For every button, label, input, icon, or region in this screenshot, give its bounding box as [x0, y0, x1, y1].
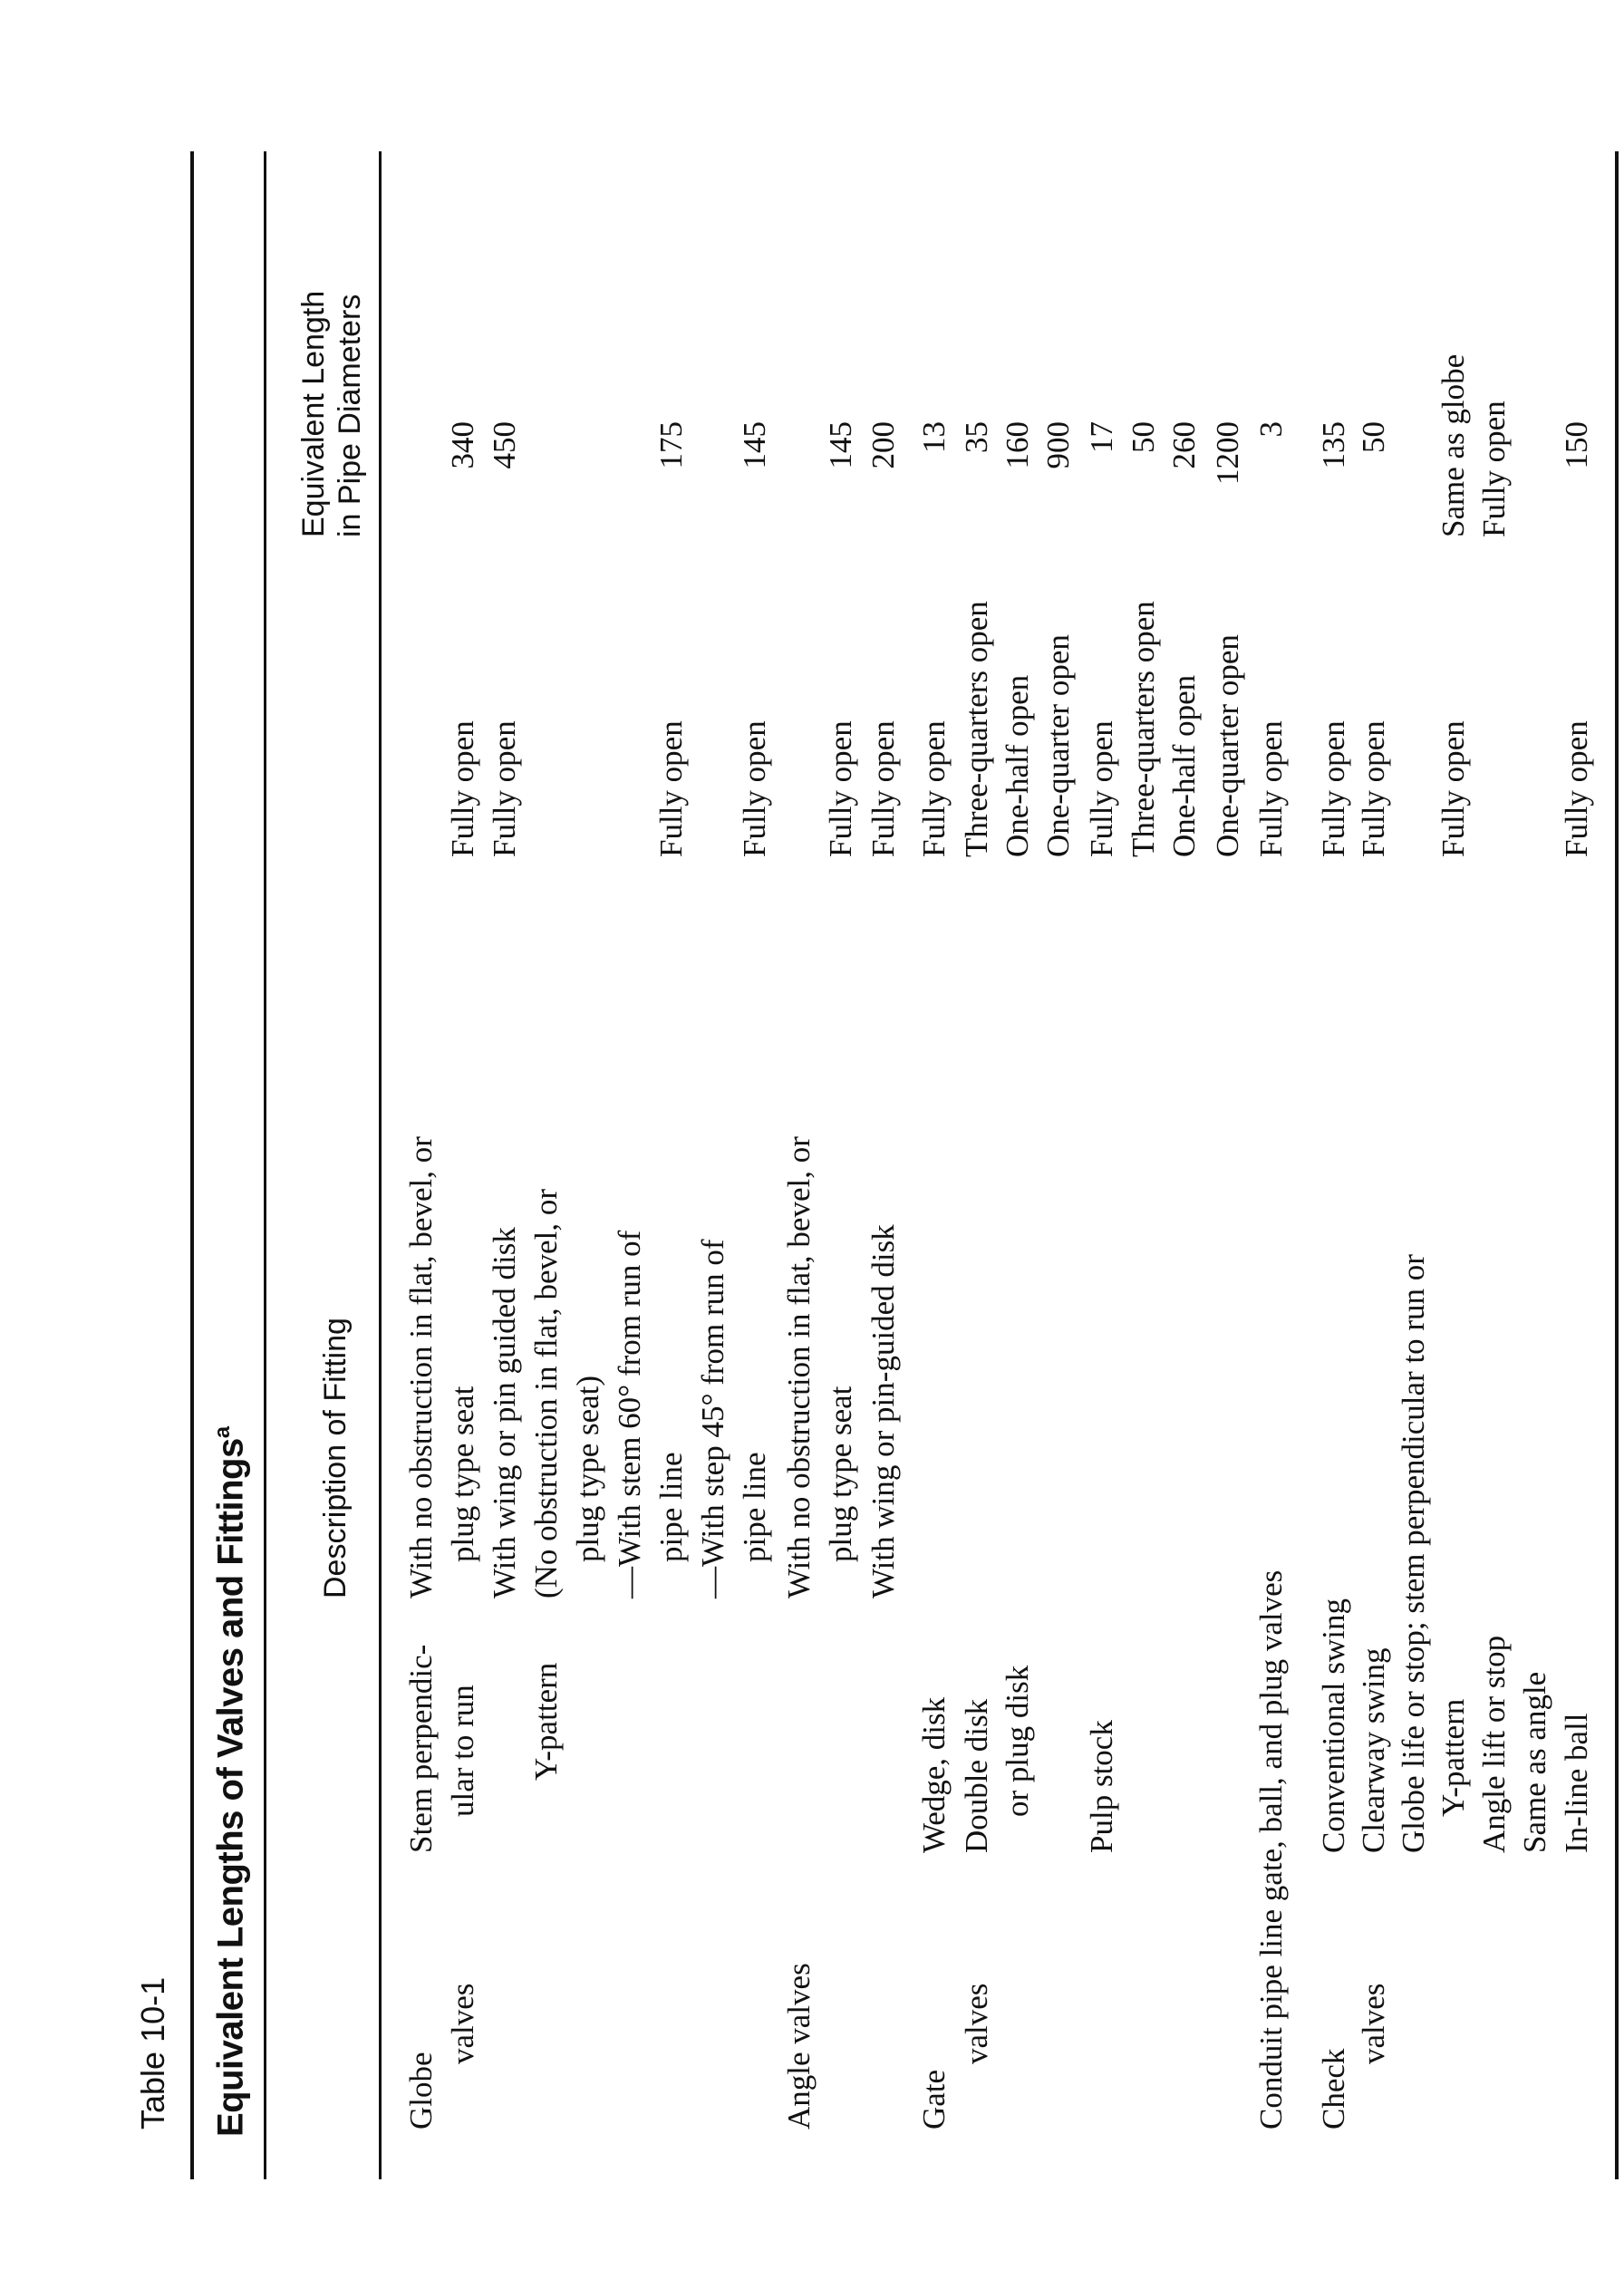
opening-state-cell: Fully open: [916, 720, 952, 857]
category-cell: valves: [959, 1983, 994, 2064]
header-equivalent-length: [295, 291, 368, 537]
bottom-rule: [1615, 151, 1619, 2179]
equivalent-length-value: 50: [1126, 421, 1161, 453]
equivalent-length-text: Same as globe: [1436, 353, 1471, 537]
subtype-cell: Y-pattern: [1436, 1698, 1471, 1817]
subtype-cell: Stem perpendic-: [403, 1644, 439, 1853]
equivalent-length-value: 340: [445, 421, 480, 469]
equivalent-length-value: 3: [1253, 421, 1289, 438]
subtype-cell: Same as angle: [1517, 1671, 1552, 1853]
table-title-text: Equivalent Lengths of Valves and Fittings: [210, 1438, 251, 2137]
equivalent-length-value: 150: [1559, 421, 1594, 469]
equivalent-length-value: 900: [1040, 421, 1076, 469]
title-rule: [264, 151, 266, 2179]
opening-state-cell: Fully open: [445, 720, 480, 857]
opening-state-cell: Fully open: [865, 720, 901, 857]
equivalent-length-value: 145: [737, 421, 772, 469]
equivalent-length-value: 50: [1356, 421, 1391, 453]
description-cell: With no obstruction in flat, bevel, or: [403, 1136, 439, 1598]
equivalent-length-value: 260: [1166, 421, 1202, 469]
top-rule: [190, 151, 194, 2179]
category-cell: Gate: [916, 2069, 952, 2129]
description-cell: With no obstruction in flat, bevel, or: [781, 1136, 817, 1598]
description-cell: —With stem 60° from run of: [612, 1230, 647, 1598]
title-footnote-marker: a: [210, 1426, 235, 1439]
category-cell: Angle valves: [781, 1963, 817, 2129]
category-cell: Conduit pipe line gate, ball, and plug valves: [1253, 1569, 1289, 2129]
category-cell: valves: [445, 1983, 480, 2064]
subtype-cell: Clearway swing: [1356, 1647, 1391, 1853]
equivalent-length-value: 17: [1084, 421, 1119, 453]
subtype-cell: Pulp stock: [1084, 1720, 1119, 1853]
category-cell: Globe: [403, 2052, 439, 2129]
header-rule: [379, 151, 382, 2179]
equivalent-length-value: 200: [865, 421, 901, 469]
header-equivalent-line2: in Pipe Diameters: [333, 294, 367, 537]
equivalent-length-value: 135: [1316, 421, 1351, 469]
subtype-cell: Conventional swing: [1316, 1598, 1351, 1853]
subtype-cell: or plug disk: [1000, 1665, 1035, 1817]
opening-state-cell: One-half open: [1166, 674, 1202, 857]
header-description: Description of Fitting: [318, 1318, 353, 1598]
opening-state-cell: Three-quarters open: [959, 601, 994, 857]
description-cell: —With step 45° from run of: [695, 1239, 730, 1598]
table-caption: Table 10-1: [134, 1976, 171, 2129]
opening-state-cell: One-quarter open: [1210, 634, 1245, 857]
equivalent-length-value: 1200: [1210, 421, 1245, 485]
opening-state-cell: Fully open: [653, 720, 689, 857]
subtype-cell: Wedge, disk: [916, 1696, 952, 1853]
opening-state-cell: Fully open: [487, 720, 522, 857]
subtype-cell: ular to run: [445, 1685, 480, 1817]
equivalent-length-value: 175: [653, 421, 689, 469]
description-cell: With wing or pin-guided disk: [865, 1224, 901, 1598]
equivalent-length-value: 450: [487, 421, 522, 469]
table-title: [210, 1426, 251, 2137]
equivalent-length-value: 13: [916, 421, 952, 453]
equivalent-length-value: 145: [823, 421, 858, 469]
equivalent-length-value: 160: [1000, 421, 1035, 469]
description-cell: With wing or pin guided disk: [487, 1227, 522, 1598]
description-cell: (No obstruction in flat, bevel, or: [528, 1189, 564, 1598]
opening-state-cell: Fully open: [1559, 720, 1594, 857]
category-cell: valves: [1356, 1983, 1391, 2064]
opening-state-cell: Fully open: [1253, 720, 1289, 857]
opening-state-cell: Fully open: [1316, 720, 1351, 857]
opening-state-cell: Fully open: [737, 720, 772, 857]
equivalent-length-text: Fully open: [1476, 401, 1512, 537]
opening-state-cell: One-quarter open: [1040, 634, 1076, 857]
subtype-cell: Double disk: [959, 1698, 994, 1853]
subtype-cell: Angle lift or stop: [1476, 1635, 1512, 1853]
subtype-cell: In-line ball: [1559, 1713, 1594, 1853]
description-cell: pipe line: [653, 1452, 689, 1562]
subtype-cell: Globe life or stop; stem perpendicular to run or: [1396, 1254, 1431, 1853]
category-cell: Check: [1316, 2048, 1351, 2129]
opening-state-cell: Fully open: [1436, 720, 1471, 857]
description-cell: plug type seat: [445, 1386, 480, 1562]
description-cell: plug type seat: [823, 1386, 858, 1562]
equivalent-length-value: 35: [959, 421, 994, 453]
opening-state-cell: Fully open: [1356, 720, 1391, 857]
opening-state-cell: Fully open: [1084, 720, 1119, 857]
header-equivalent-line1: Equivalent Length: [296, 290, 331, 537]
subtype-cell: Y-pattern: [528, 1662, 564, 1781]
opening-state-cell: Three-quarters open: [1126, 601, 1161, 857]
opening-state-cell: Fully open: [823, 720, 858, 857]
description-cell: pipe line: [737, 1452, 772, 1562]
description-cell: plug type seat): [570, 1375, 605, 1562]
opening-state-cell: One-half open: [1000, 674, 1035, 857]
